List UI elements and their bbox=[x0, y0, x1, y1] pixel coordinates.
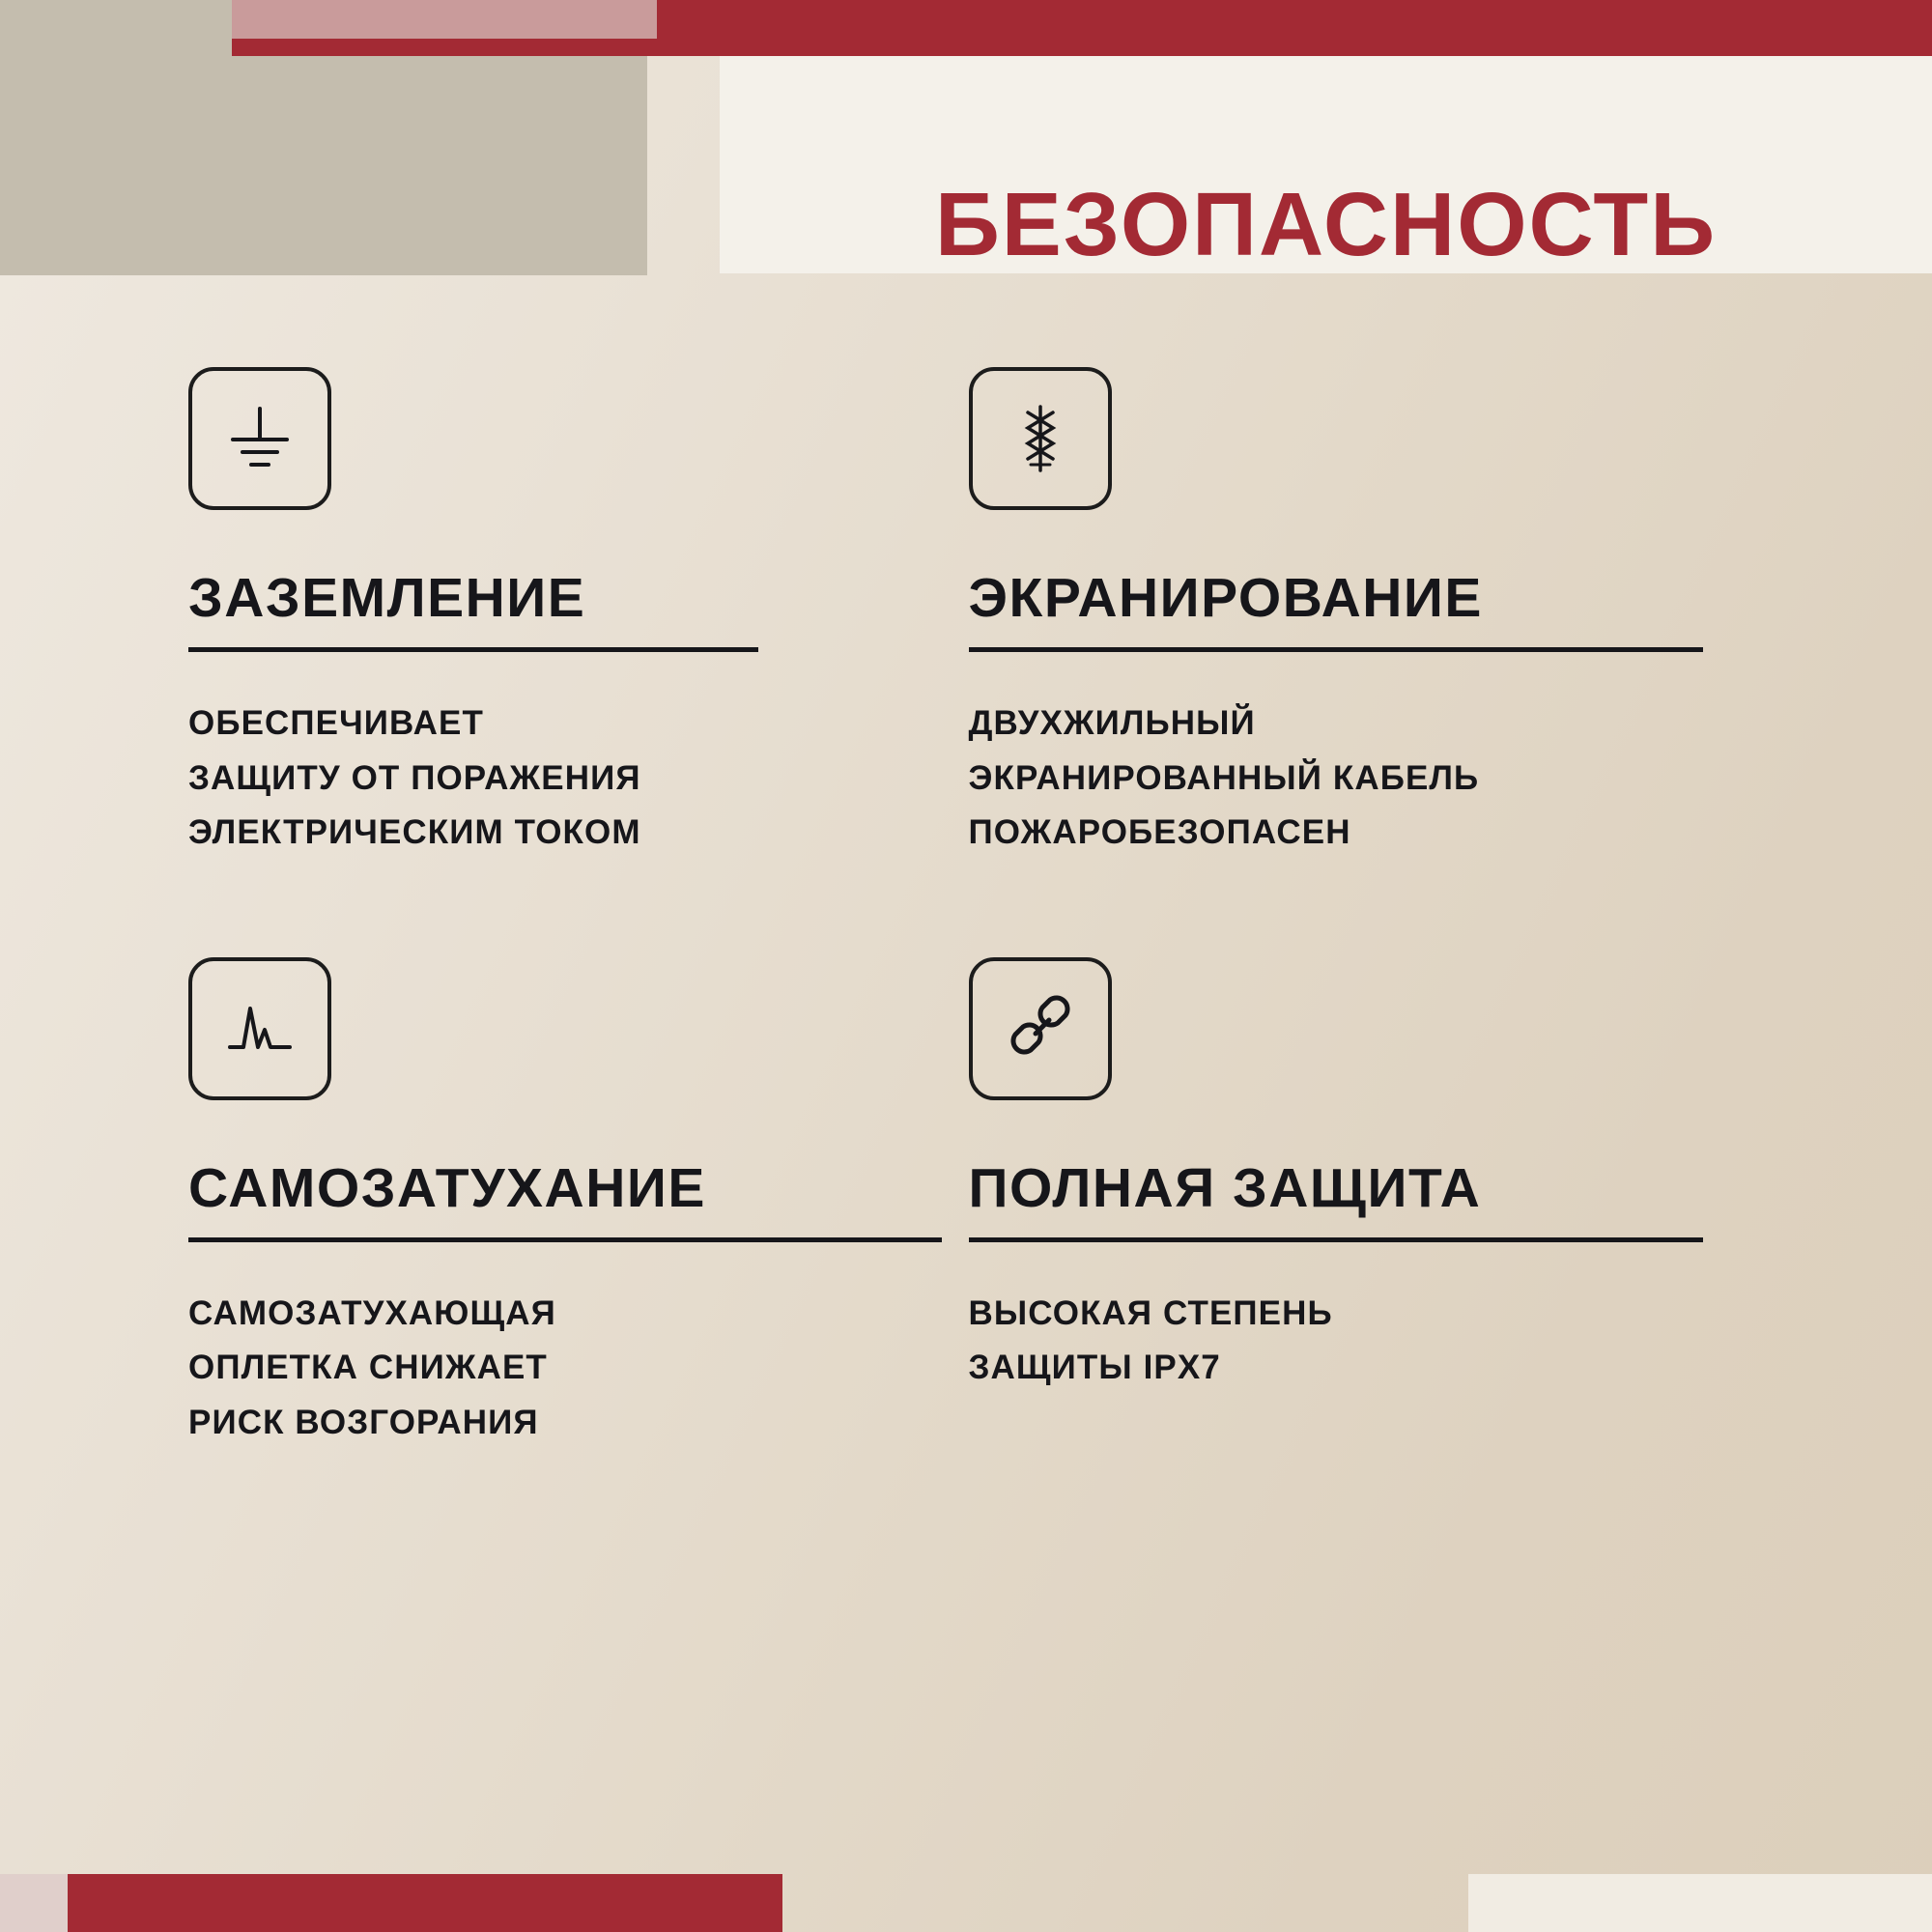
chain-link-icon bbox=[969, 957, 1112, 1100]
feature-title: ПОЛНАЯ ЗАЩИТА bbox=[968, 1156, 1482, 1219]
feature-title: ЭКРАНИРОВАНИЕ bbox=[968, 567, 1483, 629]
feature-description-line: САМОЗАТУХАЮЩАЯ bbox=[188, 1293, 556, 1332]
decor-bottom-red-bar bbox=[0, 1874, 782, 1932]
feature-description-line: ВЫСОКАЯ СТЕПЕНЬ bbox=[968, 1293, 1333, 1332]
signal-pulse-icon bbox=[188, 957, 331, 1100]
feature-title: САМОЗАТУХАНИЕ bbox=[188, 1156, 706, 1219]
grounding-icon bbox=[188, 367, 331, 510]
feature-card-full-protection bbox=[969, 957, 1732, 1451]
feature-description-line: ЗАЩИТУ ОТ ПОРАЖЕНИЯ bbox=[188, 758, 641, 797]
feature-description bbox=[188, 696, 952, 861]
feature-divider bbox=[188, 1237, 942, 1242]
feature-description-line: РИСК ВОЗГОРАНИЯ bbox=[188, 1404, 539, 1442]
feature-description bbox=[969, 1287, 1732, 1396]
decor-bottom-right-light-block bbox=[1468, 1874, 1932, 1932]
feature-description bbox=[188, 1287, 952, 1451]
feature-description-line: ОБЕСПЕЧИВАЕТ bbox=[188, 703, 484, 742]
feature-divider bbox=[969, 647, 1703, 652]
feature-title: ЗАЗЕМЛЕНИЕ bbox=[188, 567, 586, 629]
feature-card-shielding bbox=[969, 367, 1732, 861]
feature-description-line: ЭЛЕКТРИЧЕСКИМ ТОКОМ bbox=[188, 813, 641, 852]
shielding-mesh-icon bbox=[969, 367, 1112, 510]
feature-card-grounding bbox=[188, 367, 952, 861]
feature-divider bbox=[969, 1237, 1703, 1242]
page-title: БЕЗОПАСНОСТЬ bbox=[934, 174, 1718, 275]
feature-card-self-extinguishing bbox=[188, 957, 952, 1451]
feature-description-line: ОПЛЕТКА СНИЖАЕТ bbox=[188, 1349, 548, 1387]
feature-description-line: ЗАЩИТЫ IPX7 bbox=[968, 1349, 1221, 1387]
decor-bottom-left-light-block bbox=[0, 1874, 68, 1932]
feature-grid bbox=[0, 367, 1932, 1451]
feature-description-line: ЭКРАНИРОВАННЫЙ КАБЕЛЬ bbox=[968, 758, 1480, 797]
feature-description bbox=[969, 696, 1732, 861]
feature-divider bbox=[188, 647, 758, 652]
feature-description-line: ДВУХЖИЛЬНЫЙ bbox=[968, 703, 1256, 742]
decor-top-pink-bar bbox=[232, 0, 657, 39]
feature-description-line: ПОЖАРОБЕЗОПАСЕН bbox=[968, 813, 1351, 852]
